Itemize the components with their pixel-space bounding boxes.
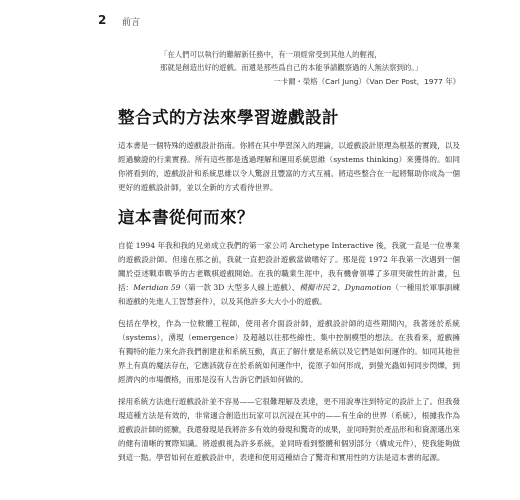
body-paragraph: 包括在學校，作為一位軟體工程師，使用者介面設計師，遊戲設計師的這些期間內，我著迷於系統（systems），湧現（emergence）及超越以往那些線性、集中控制模型的想法。在我看來，遊戲擁有獨特的能力來允許我們創建並和系統互動，真正了解什麼是系統以及它們是如何運作的。如同其他世界上有真的魔法存在，它應該就存在於系統如何運作中，從原子如何形成，到螢光蟲如何同步閃爍，到經濟內的市場價格，而那是沒有人告訴它們該如何做的。 xyxy=(118,319,460,384)
game-title: Meridian 59 xyxy=(133,283,181,292)
text-run: （第一款 3D 大型多人線上遊戲）、 xyxy=(180,283,300,292)
epigraph-attribution: 一卡爾・榮格（Carl Jung）《Van Der Post，1977 年》 xyxy=(273,77,460,86)
game-title: 模擬市民 2 xyxy=(299,283,338,292)
text-run: （一種用於軍事訓練和遊戲的先進人工智慧套件），以及其他許多大大小小的遊戲。 xyxy=(118,283,461,306)
section-book-origin xyxy=(118,204,460,473)
body-paragraph: 這本書是一個特殊的遊戲設計指南。你將在其中學習深入的理論，以遊戲設計原理為根基的實踐，以及經過驗證的行業實務。所有這些都是透過理解和運用系統思維（systems thinking）來獲得的。如同你將看到的，遊戲設計和系統思維以令人驚訝且豐富的方式互補。將這些整合在一起將幫助你成為一個更好的遊戲設計師，並以全新的方式看待世界。 xyxy=(118,141,460,192)
page-number: 2 xyxy=(98,13,107,27)
section-integrated-approach xyxy=(118,104,460,203)
epigraph-line: 「在人們可以執行的難解新任務中，有一項經常受到其他人的輕視， xyxy=(160,50,382,59)
text-run: 、 xyxy=(337,283,345,292)
section-heading: 整合式的方法來學習遊戲設計 xyxy=(118,108,339,127)
body-paragraph: 採用系統方法進行遊戲設計並不容易——它很難理解及表達，更不用說專注到特定的設計上了。但我發現這種方法是有效的，非常適合創造出玩家可以沉浸在其中的——有生命的世界（系統），根據我作為遊戲設計師的經驗，我還發現是我將許多有效的發現和驚奇的成果，並同時對於產品形和和資源選出來的健有清晰的實際知識。將遊戲視為許多系統，並同時看到整體和個別部分（構成元件），使我能夠做到這一點。學習如何在遊戲設計中，表達和使用這種結合了驚奇和實用性的方法是這本書的起源。 xyxy=(118,397,460,462)
running-head: 前言 xyxy=(122,18,141,28)
epigraph xyxy=(160,48,460,88)
product-title: Dynamotion xyxy=(344,283,392,292)
section-heading: 這本書從何而來？ xyxy=(118,208,254,227)
text-run: 自從 1994 年我和我的兄弟成立我們的第一家公司 Archetype Interactive 後，我就一直是一位專業的遊戲設計師。但遠在那之前，我就一直把設計遊戲當做嗜好了。那是從 1972 年我第一次遇到一個關於亞述戰車戰爭的古老戰棋遊戲開始。在我的職業生涯中，我有機會領導了多項突破性的計畫，包括： xyxy=(118,241,460,292)
epigraph-line: 那就是創造出好的遊戲。而遺是那些爲自己的本能爭請觀察過的人無法察到的。」 xyxy=(160,63,423,72)
body-paragraph xyxy=(118,239,460,309)
